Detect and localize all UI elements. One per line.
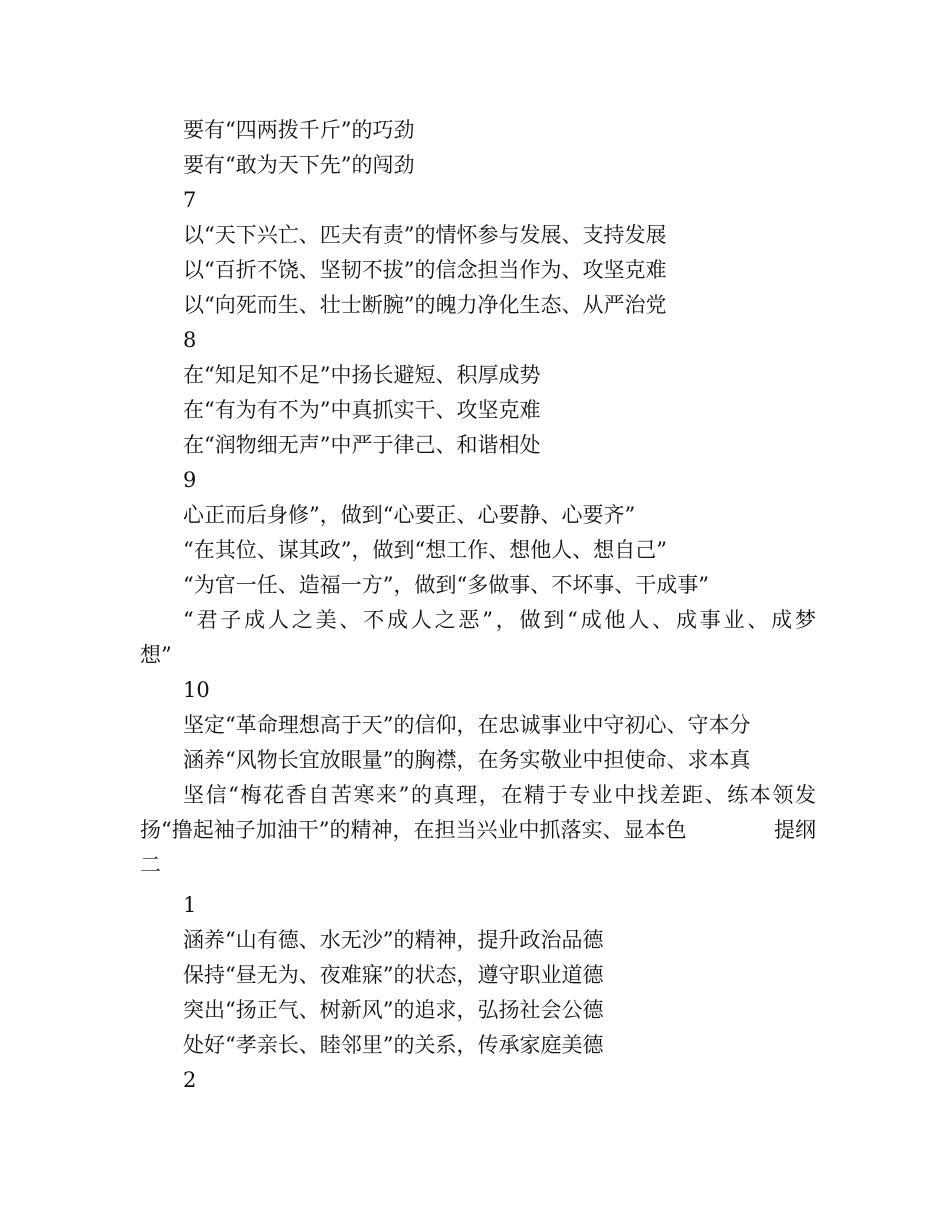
text-line: 处好“孝亲长、睦邻里”的关系，传承家庭美德 xyxy=(183,1033,604,1057)
outline-heading: 提纲 xyxy=(774,818,816,842)
text-line: 在“知足知不足”中扬长避短、积厚成势 xyxy=(183,363,541,387)
text-line: “在其位、谋其政”，做到“想工作、想他人、想自己” xyxy=(183,538,667,562)
section-number: 7 xyxy=(183,188,197,212)
text-line: “为官一任、造福一方”，做到“多做事、不坏事、干成事” xyxy=(183,573,709,597)
text-line: 以“百折不饶、坚韧不拔”的信念担当作为、攻坚克难 xyxy=(183,258,667,282)
text-line: “君子成人之美、不成人之恶”，做到“成他人、成事业、成梦 xyxy=(183,608,816,632)
text-line: 要有“敢为天下先”的闯劲 xyxy=(183,153,415,177)
text-line-with-heading xyxy=(140,813,816,848)
text-line: 以“天下兴亡、匹夫有责”的情怀参与发展、支持发展 xyxy=(183,223,667,247)
text-line: 扬“撸起袖子加油干”的精神，在担当兴业中抓落实、显本色 xyxy=(140,818,687,842)
text-line: 涵养“风物长宜放眼量”的胸襟，在务实敬业中担使命、求本真 xyxy=(183,748,751,772)
text-line: 涵养“山有德、水无沙”的精神，提升政治品德 xyxy=(183,928,604,952)
text-line: 突出“扬正气、树新风”的追求，弘扬社会公德 xyxy=(183,998,604,1022)
text-line: 保持“昼无为、夜难寐”的状态，遵守职业道德 xyxy=(183,963,604,987)
text-line: 心正而后身修”，做到“心要正、心要静、心要齐” xyxy=(183,503,636,527)
text-line: 要有“四两拨千斤”的巧劲 xyxy=(183,118,415,142)
section-number: 8 xyxy=(183,328,197,352)
section-number: 10 xyxy=(183,678,210,702)
text-line: 在“润物细无声”中严于律己、和谐相处 xyxy=(183,433,541,457)
text-line: 坚信“梅花香自苦寒来”的真理，在精于专业中找差距、练本领发 xyxy=(183,783,816,807)
section-number: 2 xyxy=(183,1068,197,1092)
text-line: 以“向死而生、壮士断腕”的魄力净化生态、从严治党 xyxy=(183,293,667,317)
outline-heading: 二 xyxy=(140,853,161,877)
section-number: 1 xyxy=(183,893,197,917)
text-line: 在“有为有不为”中真抓实干、攻坚克难 xyxy=(183,398,541,422)
section-number: 9 xyxy=(183,468,197,492)
text-line: 坚定“革命理想高于天”的信仰，在忠诚事业中守初心、守本分 xyxy=(183,713,751,737)
text-line: 想” xyxy=(140,643,172,667)
